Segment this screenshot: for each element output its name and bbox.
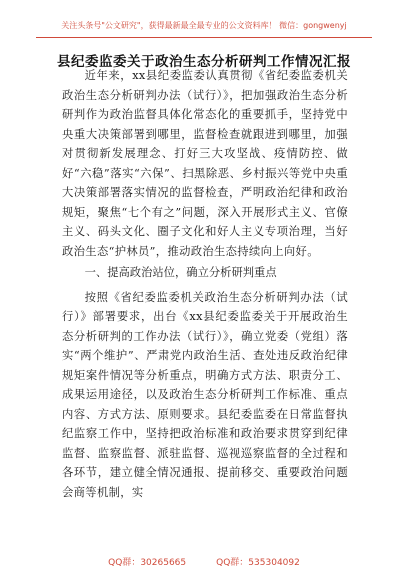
footer-qq-group-2: QQ群：535304092 bbox=[216, 558, 300, 568]
document-title: 县纪委监委关于政治生态分析研判工作情况汇报 bbox=[57, 54, 351, 70]
page-header bbox=[0, 0, 408, 38]
document-body bbox=[62, 66, 348, 502]
header-divider bbox=[36, 37, 372, 38]
body-paragraph-1: 近年来，xx县纪委监委认真贯彻《省纪委监委机关政治生态分析研判办法（试行）》，把加强政治生态分析研判作为政治监督具体化常态化的重要抓手，坚持党中央重大决策部署到哪里，监督检查就跟进到哪里，加强对贯彻新发展理念、打好三大攻坚战、疫情防控、做好“六稳”落实“六保”、扫黑除恶、乡村振兴等党中央重大决策部署落实情况的监督检查，严明政治纪律和政治规矩，聚焦“七个有之”问题，深入开展形式主义、官僚主义、码头文化、圈子文化和好人主义专项治理，当好政治生态“护林员”，推动政治生态持续向上向好。 bbox=[62, 69, 348, 258]
footer-qq-group-1: QQ群：30265665 bbox=[108, 558, 187, 568]
body-paragraph-2: 按照《省纪委监委机关政治生态分析研判办法（试行）》部署要求，出台《xx县纪委监委关于开展政治生态分析研判的工作办法（试行）》，确立党委（党组）落实“两个维护”、严肃党内政治生活、查处违反政治纪律规矩案件情况等分析重点，明确方式方法、职责分工、成果运用途径，以及政治生态分析研判工作标准、重点内容、方式方法、原则要求。县纪委监委在日常监督执纪监察工作中，坚持把政治标准和政治要求贯穿到纪律监督、监察监督、派驻监督、巡视巡察监督的全过程和各环节，建立健全情况通报、提前移交、重要政治问题会商等机制，实 bbox=[62, 290, 348, 499]
header-promo-text: 关注头条号"公文研究"，获得最新最全最专业的公文资料库！ 微信：gongwenyj bbox=[61, 21, 347, 30]
page-footer bbox=[0, 555, 408, 573]
section-heading-1: 一、提高政治站位，确立分析研判重点 bbox=[84, 266, 277, 279]
